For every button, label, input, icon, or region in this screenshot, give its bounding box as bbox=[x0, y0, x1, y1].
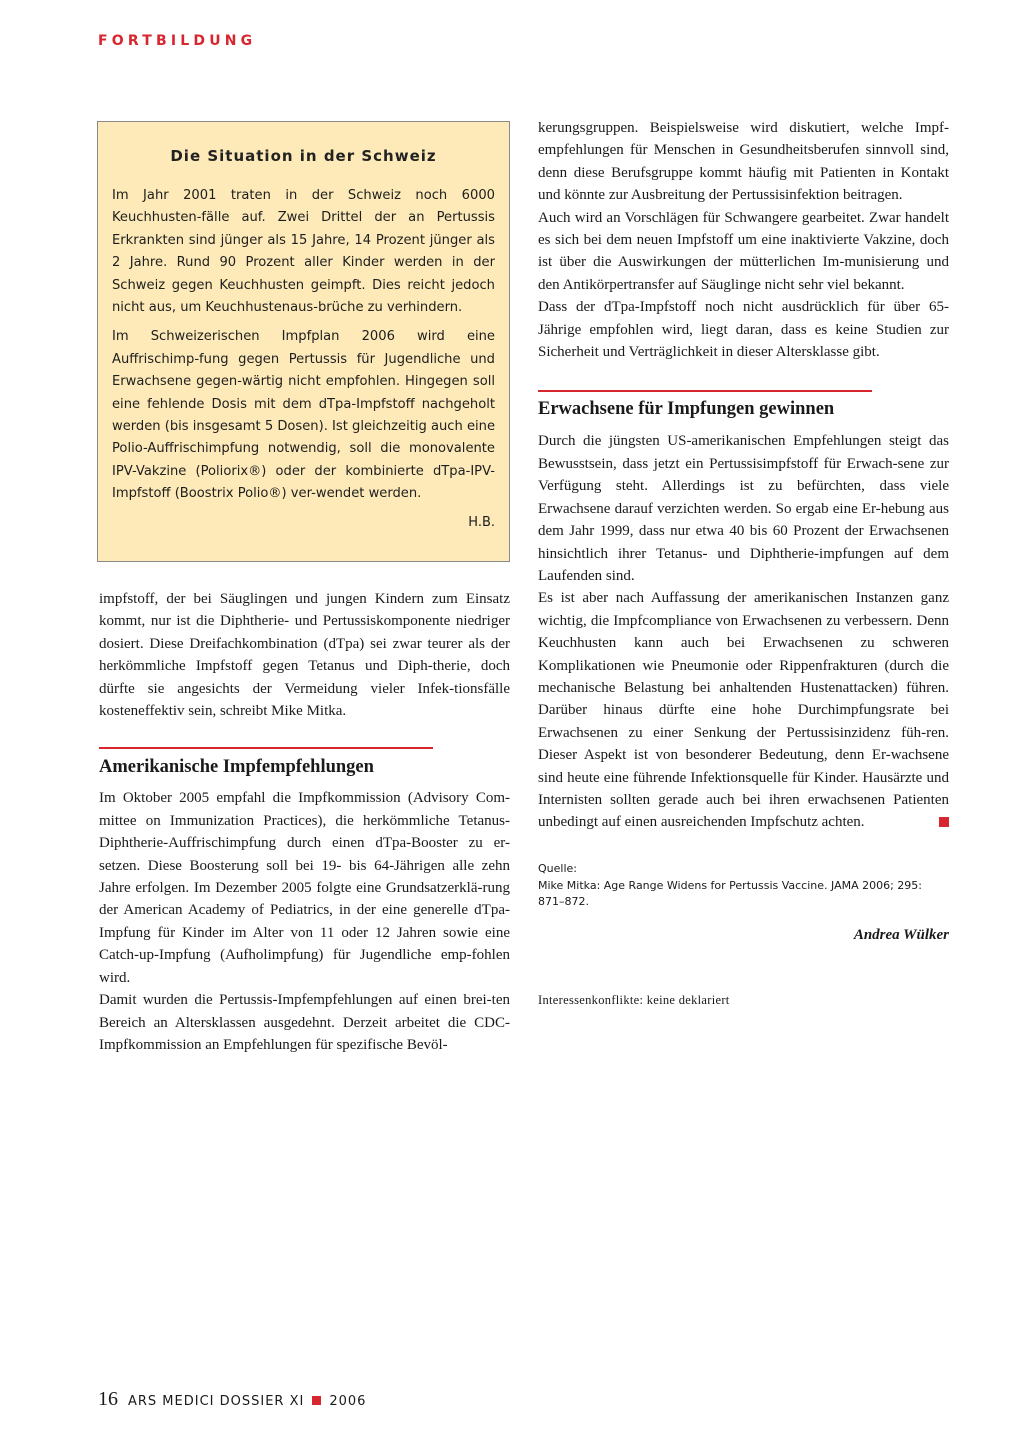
page-footer bbox=[98, 1388, 366, 1411]
body-paragraph bbox=[538, 587, 949, 833]
body-paragraph: Auch wird an Vorschlägen für Schwangere gearbeitet. Zwar handelt es sich bei dem neuen Impfstoff um eine inaktivierte Vakzine, doch ist über die Auswirkungen der mütterlichen Im-munisierung und den Antikörpertransfer auf Säuglinge nicht sehr viel bekannt. bbox=[538, 209, 949, 293]
source-citation: Mike Mitka: Age Range Widens for Pertussis Vaccine. JAMA 2006; 295: 871–872. bbox=[538, 878, 923, 908]
page-number: 16 bbox=[98, 1388, 118, 1410]
conflict-statement: Interessenkonflikte: keine deklariert bbox=[538, 992, 730, 1007]
body-paragraph: kerungsgruppen. Beispielsweise wird diskutiert, welche Impf-empfehlungen für Menschen in Gesundheitsberufen sinnvoll sind, denn diese Berufsgruppe kommt häufig mit Patienten in Kontakt und könnte zur Ausbreitung der Pertussisinfektion beitragen. bbox=[538, 120, 949, 204]
section-label: FORTBILDUNG bbox=[98, 33, 257, 49]
body-paragraph: Im Oktober 2005 empfahl die Impfkommission (Advisory Com-mittee on Immunization Practices), die herkömmliche Tetanus-Diphtherie-Auffrischimpfung durch einen dTpa-Booster zu er-setzen. Diese Boosterung soll bei 19- bis 64-Jährigen alle zehn Jahre erfolgen. Im Dezember 2005 folgte eine Grundsatzerklä-rung der American Academy of Pediatrics, in der eine generelle dTpa-Impfung für Kinder im Alter von 11 oder 12 Jahren sowie eine Catch-up-Impfung (Aufholimpfung) für Jugendliche emp-fohlen wird. bbox=[99, 790, 510, 986]
journal-year: 2006 bbox=[329, 1394, 367, 1409]
journal-name: ARS MEDICI DOSSIER XI bbox=[128, 1394, 305, 1409]
heading-rule bbox=[538, 390, 872, 392]
info-box-paragraph: Im Jahr 2001 traten in der Schweiz noch 6000 Keuchhusten-fälle auf. Zwei Drittel der an Pertussis Erkrankten sind jünger als 15 Jahre, 14 Prozent jünger als 2 Jahre. Rund 90 Prozent aller Kinder werden in der Schweiz gegen Keuchhusten geimpft. Dies reicht jedoch nicht aus, um Keuchhustenaus-brüche zu verhindern. bbox=[112, 188, 495, 316]
source-label: Quelle: bbox=[538, 861, 577, 875]
body-paragraph-text: Es ist aber nach Auffassung der amerikanischen Instanzen ganz wichtig, die Impfcompliance von Erwachsenen zu verbessern. Denn Keuchhusten kann auch bei Erwachsenen zu schweren Komplikationen wie Pneumonie oder Rippenfrakturen (durch die mechanische Belastung bei anhaltenden Hustenattacken) führen. Darüber hinaus dürfte eine hohe Durchimpfungsrate bei Erwachsenen zu einer Senkung der Pertussisinzidenz füh-ren. Dieser Aspekt ist von besonderer Bedeutung, denn Er-wachsene sind heute eine führende Infektionsquelle für Kinder. Hausärzte und Internisten sollten gerade auch bei ihren erwachsenen Patienten unbedingt auf einen ausreichenden Impfschutz achten. bbox=[538, 590, 949, 831]
left-column bbox=[99, 588, 510, 1056]
body-paragraph: Dass der dTpa-Impfstoff noch nicht ausdrücklich für über 65-Jährige empfohlen wird, liegt daran, dass es keine Studien zur Sicherheit und Verträglichkeit in dieser Altersklasse gibt. bbox=[538, 299, 949, 361]
heading-rule bbox=[99, 747, 433, 749]
section-heading: Amerikanische Impfempfehlungen bbox=[99, 757, 374, 778]
info-box-paragraph: Im Schweizerischen Impfplan 2006 wird eine Auffrischimp-fung gegen Pertussis für Jugendliche und Erwachsene gegen-wärtig nicht empfohlen. Hingegen soll eine fehlende Dosis mit dem dTpa-Impfstoff nachgeholt werden (bis insgesamt 5 Dosen). Ist gleichzeitig auch eine Polio-Auffrischimpfung notwendig, soll die monovalente IPV-Vakzine (Poliorix®) oder der kombinierte dTpa-IPV-Impfstoff (Boostrix Polio®) ver-wendet werden. bbox=[112, 329, 495, 502]
body-paragraph: Damit wurden die Pertussis-Impfempfehlungen auf einen brei-ten Bereich an Altersklassen ausgedehnt. Derzeit arbeitet die CDC-Impfkommission an Empfehlungen für spezifische Bevöl- bbox=[99, 992, 510, 1053]
info-box-title: Die Situation in der Schweiz bbox=[170, 147, 437, 165]
section-heading: Erwachsene für Impfungen gewinnen bbox=[538, 399, 835, 420]
right-column bbox=[538, 117, 949, 1008]
info-box-signature: H.B. bbox=[468, 514, 495, 530]
body-paragraph: Durch die jüngsten US-amerikanischen Empfehlungen steigt das Bewusstsein, dass jetzt ein Pertussisimpfstoff für Erwach-sene zur Verfügung steht. Allerdings ist zu befürchten, dass viele Erwachsene darauf verzichten werden. So ergab eine Er-hebung aus dem Jahr 1999, dass nur etwa 40 bis 60 Prozent der Erwachsenen hinsichtlich ihrer Tetanus- und Diphtherie-impfungen auf dem Laufenden sind. bbox=[538, 433, 949, 584]
author-name: Andrea Wülker bbox=[853, 926, 949, 943]
info-box bbox=[97, 121, 510, 562]
footer-square-icon bbox=[312, 1396, 321, 1405]
end-of-article-mark bbox=[939, 817, 949, 827]
body-paragraph: impfstoff, der bei Säuglingen und jungen Kindern zum Einsatz kommt, nur ist die Diphtherie- und Pertussiskomponente niedriger dosiert. Diese Dreifachkombination (dTpa) sei zwar teurer als der herkömmliche Impfstoff gegen Tetanus und Diph-therie, doch dürfte sie angesichts der Vermeidung vieler Infek-tionsfälle kosteneffektiv sein, schreibt Mike Mitka. bbox=[99, 591, 510, 720]
